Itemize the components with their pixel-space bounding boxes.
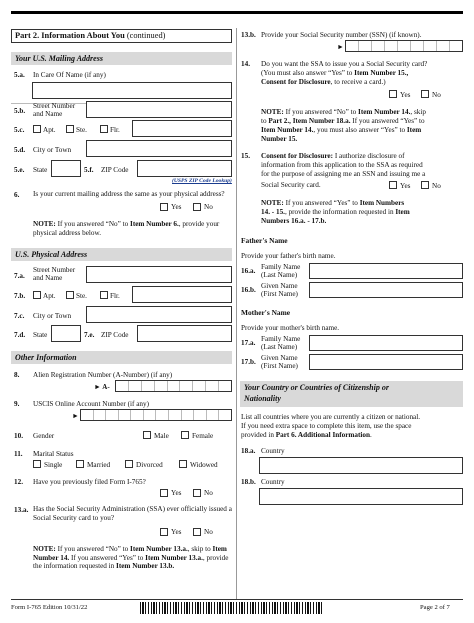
marital-married-label: Married bbox=[87, 461, 111, 469]
q16a-label-1: Family Name bbox=[261, 263, 301, 271]
q14-note-line-4: Number 15. bbox=[261, 135, 298, 143]
gender-female-checkbox[interactable] bbox=[181, 431, 189, 439]
q5b-number: 5.b. bbox=[14, 107, 26, 115]
q13a-yes-label: Yes bbox=[171, 528, 182, 536]
q13a-no-checkbox[interactable] bbox=[193, 528, 201, 536]
q8-label: Alien Registration Number (A-Number) (if any) bbox=[33, 371, 173, 379]
q6-number: 6. bbox=[14, 191, 20, 199]
ste-label: Ste. bbox=[76, 126, 87, 134]
q13b-number: 13.b. bbox=[241, 31, 256, 39]
flr-label: Flr. bbox=[110, 292, 120, 300]
q5f-label: ZIP Code bbox=[101, 166, 129, 174]
q15-note-line-2: 14. - 15., provide the information requested in Item bbox=[261, 208, 410, 216]
mailing-street-input[interactable] bbox=[86, 101, 232, 118]
q7a-label-1: Street Number bbox=[33, 266, 76, 274]
q14-line-1: Do you want the SSA to issue you a Social Security card? bbox=[261, 60, 428, 68]
q18b-label: Country bbox=[261, 478, 285, 486]
marital-single-label: Single bbox=[44, 461, 63, 469]
mailing-apt-checkbox[interactable] bbox=[33, 125, 41, 133]
q14-number: 14. bbox=[241, 60, 250, 68]
q5c-number: 5.c. bbox=[14, 126, 25, 134]
q15-note-line-1: NOTE: If you answered “Yes” to Item Numbers bbox=[261, 199, 405, 207]
q6-text: Is your current mailing address the same as your physical address? bbox=[33, 190, 225, 198]
citizenship-instructions-2: If you need extra space to complete this item, use the space bbox=[241, 422, 412, 430]
q15-no-checkbox[interactable] bbox=[421, 181, 429, 189]
q14-yes-checkbox[interactable] bbox=[389, 90, 397, 98]
mailing-state-select[interactable] bbox=[51, 160, 81, 177]
q18a-number: 18.a. bbox=[241, 447, 256, 455]
q7d-number: 7.d. bbox=[14, 331, 26, 339]
mailing-zip-input[interactable] bbox=[137, 160, 232, 177]
q15-line-4: Social Security card. bbox=[261, 181, 321, 189]
physical-zip-input[interactable] bbox=[137, 325, 232, 342]
father-intro: Provide your father's birth name. bbox=[241, 252, 336, 260]
q5d-number: 5.d. bbox=[14, 146, 26, 154]
q17b-label-2: (First Name) bbox=[261, 362, 298, 370]
q11-label: Marital Status bbox=[33, 450, 74, 458]
column-divider bbox=[236, 28, 237, 600]
q6-no-checkbox[interactable] bbox=[193, 203, 201, 211]
physical-street-input[interactable] bbox=[86, 266, 232, 283]
mailing-unit-input[interactable] bbox=[132, 120, 232, 137]
q7e-label: ZIP Code bbox=[101, 331, 129, 339]
q9-label: USCIS Online Account Number (if any) bbox=[33, 400, 149, 408]
q6-yes-checkbox[interactable] bbox=[160, 203, 168, 211]
q12-no-label: No bbox=[204, 489, 213, 497]
q17a-label-2: (Last Name) bbox=[261, 343, 298, 351]
q5d-label: City or Town bbox=[33, 146, 72, 154]
country-18a-input[interactable] bbox=[259, 457, 463, 474]
q7c-label: City or Town bbox=[33, 312, 72, 320]
q17a-label-1: Family Name bbox=[261, 335, 301, 343]
gender-female-label: Female bbox=[192, 432, 214, 440]
q11-number: 11. bbox=[14, 450, 23, 458]
top-rule bbox=[11, 11, 463, 14]
apt-label: Apt. bbox=[43, 292, 56, 300]
q13a-note: NOTE: If you answered “No” to Item Number 13.a., skip to Item Number 14. If you answered “Yes” to Item Number 13.a., provide the information requested in Item Number 13.b. bbox=[33, 545, 229, 571]
q16b-label-1: Given Name bbox=[261, 282, 298, 290]
mother-intro: Provide your mother's birth name. bbox=[241, 324, 340, 332]
q15-no-label: No bbox=[432, 182, 441, 190]
footer-form-edition: Form I-765 Edition 10/31/22 bbox=[11, 604, 88, 611]
q15-line-3: for the purpose of assigning me an SSN and issuing me a bbox=[261, 170, 426, 178]
ssn-prefix: ► bbox=[337, 43, 344, 51]
q14-line-3: Consent for Disclosure, to receive a card.) bbox=[261, 78, 386, 86]
physical-city-input[interactable] bbox=[86, 306, 232, 323]
citizenship-instructions-1: List all countries where you are currently a citizen or national. bbox=[241, 413, 421, 421]
father-family-name-input[interactable] bbox=[309, 263, 463, 279]
marital-married-checkbox[interactable] bbox=[76, 460, 84, 468]
physical-ste-checkbox[interactable] bbox=[66, 291, 74, 299]
care-of-name-input[interactable] bbox=[32, 82, 232, 99]
q15-yes-checkbox[interactable] bbox=[389, 181, 397, 189]
ssn-input[interactable] bbox=[345, 40, 463, 52]
q5e-number: 5.e. bbox=[14, 166, 25, 174]
q6-no-label: No bbox=[204, 203, 213, 211]
q12-label: Have you previously filed Form I-765? bbox=[33, 478, 146, 486]
part-header bbox=[11, 29, 232, 43]
mother-given-name-input[interactable] bbox=[309, 354, 463, 370]
a-number-prefix: ► A- bbox=[94, 383, 110, 391]
q14-note-line-1: NOTE: If you answered “No” to Item Number 14., skip bbox=[261, 108, 426, 116]
q18b-number: 18.b. bbox=[241, 478, 256, 486]
marital-single-checkbox[interactable] bbox=[33, 460, 41, 468]
q17b-number: 17.b. bbox=[241, 358, 256, 366]
q15-number: 15. bbox=[241, 152, 250, 160]
q7b-number: 7.b. bbox=[14, 292, 26, 300]
marital-divorced-label: Divorced bbox=[136, 461, 163, 469]
q14-note-line-3: Item Number 14., you must also answer “Yes” to Item bbox=[261, 126, 422, 134]
q13a-no-label: No bbox=[204, 528, 213, 536]
mother-family-name-input[interactable] bbox=[309, 335, 463, 351]
q5b-label-2: and Name bbox=[33, 110, 63, 118]
q17b-label-1: Given Name bbox=[261, 354, 298, 362]
q17a-number: 17.a. bbox=[241, 339, 256, 347]
q6-yes-label: Yes bbox=[171, 203, 182, 211]
q16b-number: 16.b. bbox=[241, 286, 256, 294]
marital-widowed-checkbox[interactable] bbox=[179, 460, 187, 468]
citizenship-title-line-1: Your Country or Countries of Citizenship or bbox=[244, 383, 389, 392]
q5f-number: 5.f. bbox=[84, 166, 94, 174]
q15-line-2: information from this application to the SSA as required bbox=[261, 161, 423, 169]
q15-line-1: Consent for Disclosure: I authorize disclosure of bbox=[261, 152, 405, 160]
q5a-label: In Care Of Name (if any) bbox=[33, 71, 106, 79]
q16a-label-2: (Last Name) bbox=[261, 271, 298, 279]
q13b-label: Provide your Social Security number (SSN) (if known). bbox=[261, 31, 422, 39]
q5a-number: 5.a. bbox=[14, 71, 25, 79]
apt-label: Apt. bbox=[43, 126, 56, 134]
flr-label: Flr. bbox=[110, 126, 120, 134]
country-18b-input[interactable] bbox=[259, 488, 463, 505]
q13a-text: Has the Social Security Administration (SSA) ever officially issued a Social Security card to you? bbox=[33, 505, 232, 522]
marital-widowed-label: Widowed bbox=[190, 461, 218, 469]
marital-divorced-checkbox[interactable] bbox=[125, 460, 133, 468]
q7a-label-2: and Name bbox=[33, 274, 63, 282]
q15-note-line-3: Numbers 16.a. - 17.b. bbox=[261, 217, 327, 225]
q12-yes-checkbox[interactable] bbox=[160, 489, 168, 497]
q10-label: Gender bbox=[33, 432, 55, 440]
uscis-account-input[interactable] bbox=[80, 409, 232, 421]
citizenship-title-line-2: Nationality bbox=[244, 393, 281, 403]
q13a-number: 13.a. bbox=[14, 506, 29, 514]
ste-label: Ste. bbox=[76, 292, 87, 300]
q13a-yes-checkbox[interactable] bbox=[160, 528, 168, 536]
mailing-ste-checkbox[interactable] bbox=[66, 125, 74, 133]
mailing-section-title: Your U.S. Mailing Address bbox=[11, 52, 232, 65]
q14-note-line-2: to Part 2., Item Number 18.a. If you answered “Yes” to bbox=[261, 117, 425, 125]
physical-state-select[interactable] bbox=[51, 325, 81, 342]
q7e-number: 7.e. bbox=[84, 331, 95, 339]
gender-male-label: Male bbox=[154, 432, 169, 440]
uscis-account-prefix: ► bbox=[72, 412, 79, 420]
q7d-label: State bbox=[33, 331, 48, 339]
q14-line-2: (You must also answer “Yes” to Item Number 15., bbox=[261, 69, 409, 77]
physical-section-title: U.S. Physical Address bbox=[11, 248, 232, 261]
q7a-number: 7.a. bbox=[14, 272, 25, 280]
q5e-label: State bbox=[33, 166, 48, 174]
q18a-label: Country bbox=[261, 447, 285, 455]
q16b-label-2: (First Name) bbox=[261, 290, 298, 298]
barcode bbox=[140, 602, 324, 614]
other-section-title: Other Information bbox=[11, 351, 232, 364]
footer-page-number: Page 2 of 7 bbox=[420, 604, 450, 611]
gender-male-checkbox[interactable] bbox=[143, 431, 151, 439]
q10-number: 10. bbox=[14, 432, 23, 440]
physical-apt-checkbox[interactable] bbox=[33, 291, 41, 299]
citizenship-instructions-3: provided in Part 6. Additional Information. bbox=[241, 431, 372, 439]
q5b-label-1: Street Number bbox=[33, 102, 76, 110]
usps-zip-lookup-link[interactable]: (USPS ZIP Code Lookup) bbox=[172, 178, 232, 184]
q16a-number: 16.a. bbox=[241, 267, 256, 275]
q15-yes-label: Yes bbox=[400, 182, 411, 190]
q12-no-checkbox[interactable] bbox=[193, 489, 201, 497]
q14-no-label: No bbox=[432, 91, 441, 99]
physical-flr-checkbox[interactable] bbox=[100, 291, 108, 299]
q12-yes-label: Yes bbox=[171, 489, 182, 497]
footer-rule bbox=[11, 599, 463, 600]
mailing-flr-checkbox[interactable] bbox=[100, 125, 108, 133]
part-title: Part 2. Information About You bbox=[15, 31, 125, 40]
q14-no-checkbox[interactable] bbox=[421, 90, 429, 98]
mailing-city-input[interactable] bbox=[86, 140, 232, 157]
q12-number: 12. bbox=[14, 478, 23, 486]
father-given-name-input[interactable] bbox=[309, 282, 463, 298]
father-section-title: Father's Name bbox=[241, 236, 288, 245]
a-number-input[interactable] bbox=[115, 380, 232, 392]
part-continued: (continued) bbox=[126, 31, 166, 40]
q14-yes-label: Yes bbox=[400, 91, 411, 99]
citizenship-section-title bbox=[240, 381, 463, 407]
q8-number: 8. bbox=[14, 371, 20, 379]
mother-section-title: Mother's Name bbox=[241, 308, 291, 317]
physical-unit-input[interactable] bbox=[132, 286, 232, 303]
q6-note: NOTE: If you answered “No” to Item Number 6., provide your physical address below. bbox=[33, 220, 220, 237]
q9-number: 9. bbox=[14, 400, 20, 408]
q7c-number: 7.c. bbox=[14, 312, 25, 320]
